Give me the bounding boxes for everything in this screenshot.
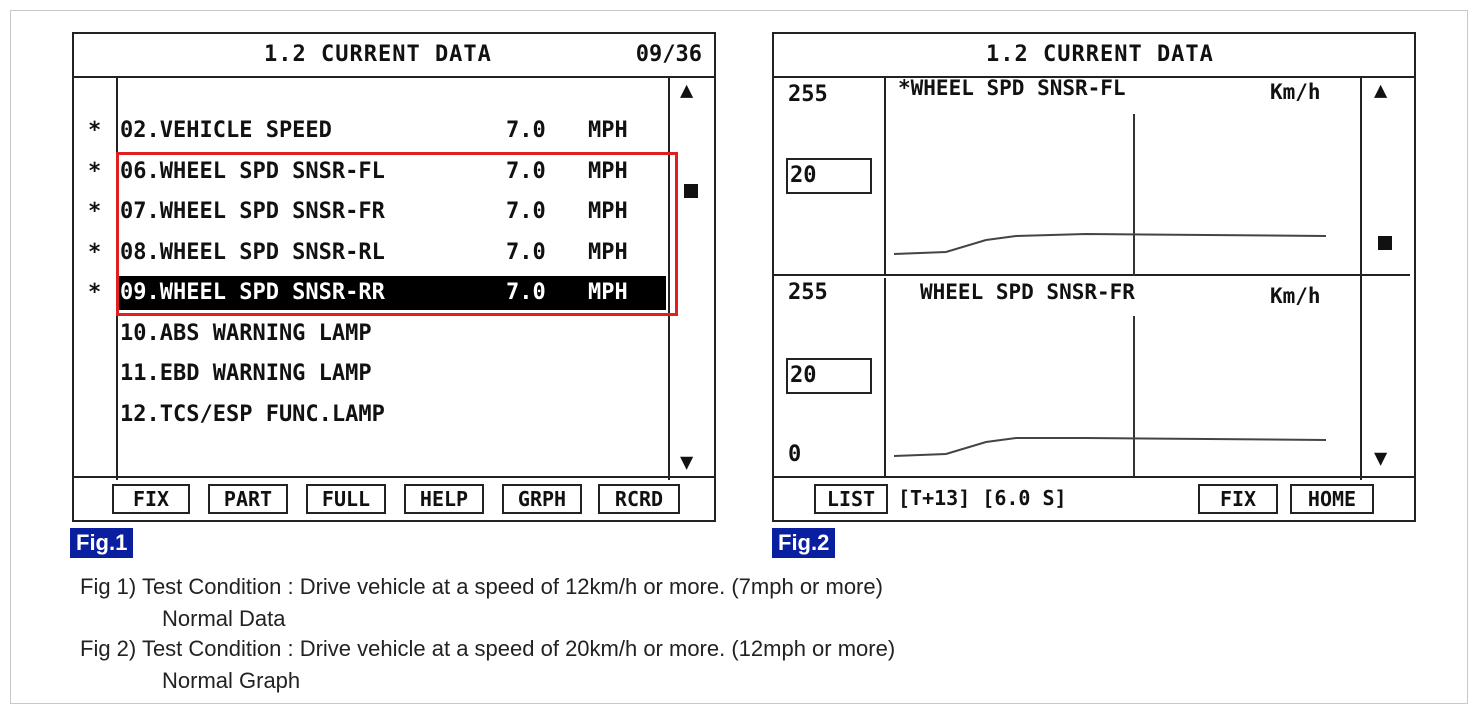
- selection-marker: *: [88, 158, 102, 184]
- graph2-scale-input[interactable]: 20: [786, 358, 872, 394]
- grph-button[interactable]: GRPH: [502, 484, 582, 514]
- scroll-thumb[interactable]: [684, 184, 698, 198]
- graph-scroll-up-arrow-icon[interactable]: ▲: [1374, 78, 1388, 103]
- list-item[interactable]: [74, 114, 670, 148]
- item-value: 7.0: [506, 199, 546, 224]
- wheel-sensor-highlight-box: [116, 152, 678, 316]
- list-header: [74, 34, 714, 78]
- caption-fig2-normal: Normal Graph: [162, 668, 301, 693]
- item-value: 7.0: [506, 280, 546, 305]
- function-key-bar: [74, 476, 714, 520]
- fig2-label: Fig.2: [772, 528, 835, 558]
- item-label: 11.EBD WARNING LAMP: [120, 361, 372, 386]
- graph-function-key-bar: [774, 476, 1414, 520]
- graph-scrollbar-divider: [1360, 76, 1362, 480]
- item-unit: MPH: [588, 199, 628, 224]
- selection-marker: *: [88, 199, 102, 224]
- graph2-speed-trace: [894, 438, 1326, 456]
- scroll-down-arrow-icon[interactable]: ▼: [680, 450, 694, 475]
- graph2-unit: Km/h: [1270, 284, 1321, 308]
- item-unit: MPH: [588, 239, 628, 265]
- item-unit: MPH: [588, 280, 628, 305]
- caption-fig1-condition: Fig 1) Test Condition : Drive vehicle at a speed of 12km/h or more. (7mph or more): [80, 574, 883, 599]
- current-data-graph-screen: [772, 32, 1416, 522]
- item-label: 10.ABS WARNING LAMP: [120, 320, 372, 346]
- item-unit: MPH: [588, 118, 628, 143]
- graph1-speed-trace: [894, 234, 1326, 254]
- item-label: 09.WHEEL SPD SNSR-RR: [120, 280, 385, 305]
- item-label: 12.TCS/ESP FUNC.LAMP: [120, 401, 385, 427]
- graph1-scale-input[interactable]: 20: [786, 158, 872, 194]
- item-label: 07.WHEEL SPD SNSR-FR: [120, 199, 385, 224]
- graph1-unit: Km/h: [1270, 80, 1321, 104]
- page-indicator: 09/36: [635, 42, 702, 67]
- selection-marker: *: [88, 280, 102, 305]
- list-title: 1.2 CURRENT DATA: [264, 42, 492, 67]
- fix-button[interactable]: FIX: [1198, 484, 1278, 514]
- home-button[interactable]: HOME: [1290, 484, 1374, 514]
- graph-panel-fr: [774, 278, 1410, 478]
- list-item[interactable]: [74, 317, 670, 351]
- full-button[interactable]: FULL: [306, 484, 386, 514]
- fig1-label: Fig.1: [70, 528, 133, 558]
- caption-fig2-condition: Fig 2) Test Condition : Drive vehicle at a speed of 20km/h or more. (12mph or more): [80, 636, 896, 661]
- list-item[interactable]: [74, 398, 670, 432]
- list-item[interactable]: [74, 357, 670, 391]
- help-button[interactable]: HELP: [404, 484, 484, 514]
- graph-panel-fl: [774, 76, 1410, 276]
- graph2-series-title: WHEEL SPD SNSR-FR: [920, 280, 1135, 304]
- graph-header: [774, 34, 1414, 78]
- item-label: 02.VEHICLE SPEED: [120, 118, 332, 143]
- selection-marker: *: [88, 239, 102, 265]
- list-button[interactable]: LIST: [814, 484, 888, 514]
- graph2-plot: [886, 278, 1360, 478]
- item-value: 7.0: [506, 118, 546, 143]
- graph1-plot: [886, 76, 1360, 276]
- graph1-ymax: 255: [788, 82, 828, 107]
- graph-scroll-thumb[interactable]: [1378, 236, 1392, 250]
- item-unit: MPH: [588, 158, 628, 184]
- fix-button[interactable]: FIX: [112, 484, 190, 514]
- graph1-series-title: *WHEEL SPD SNSR-FL: [898, 76, 1126, 100]
- item-value: 7.0: [506, 239, 546, 265]
- graph2-ymin: 0: [788, 442, 802, 467]
- rcrd-button[interactable]: RCRD: [598, 484, 680, 514]
- graph2-ymax: 255: [788, 280, 828, 305]
- time-status: [T+13] [6.0 S]: [898, 486, 1067, 510]
- caption-fig1-normal: Normal Data: [162, 606, 286, 631]
- scroll-up-arrow-icon[interactable]: ▲: [680, 78, 694, 103]
- item-label: 06.WHEEL SPD SNSR-FL: [120, 158, 385, 184]
- graph-scroll-down-arrow-icon[interactable]: ▼: [1374, 446, 1388, 471]
- selection-marker: *: [88, 118, 102, 143]
- item-label: 08.WHEEL SPD SNSR-RL: [120, 239, 385, 265]
- graph-title: 1.2 CURRENT DATA: [986, 42, 1214, 67]
- item-value: 7.0: [506, 158, 546, 184]
- part-button[interactable]: PART: [208, 484, 288, 514]
